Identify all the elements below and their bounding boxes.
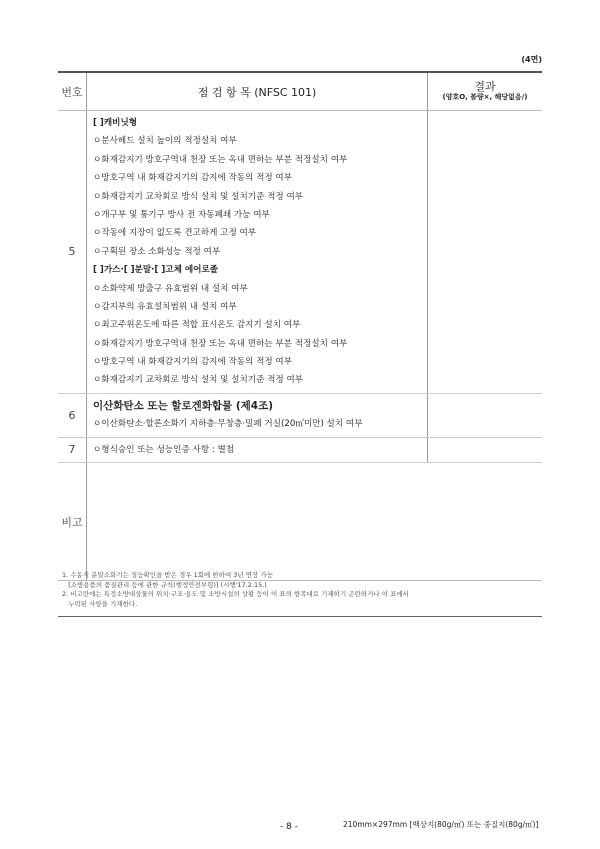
header-result <box>428 72 543 111</box>
check-item: ㅇ형식승인 또는 성능인증 사항 : 별첨 <box>93 444 235 455</box>
check-item: [ ]캐비닛형 <box>93 118 138 128</box>
check-item: [ ]가스·[ ]분말·[ ]고체 에어로졸 <box>93 265 219 276</box>
remarks-label: 비고 <box>58 463 87 581</box>
check-item: ㅇ개구부 및 통기구 방사 전 자동폐쇄 가능 여부 <box>93 209 270 220</box>
row-number: 7 <box>58 437 87 462</box>
check-item: 이산화탄소 또는 할로겐화합물 (제4조) <box>93 399 274 412</box>
result-cell[interactable] <box>428 393 543 437</box>
remarks-field[interactable] <box>87 463 543 581</box>
check-item: ㅇ화재감지기 교차회로 방식 설치 및 설치기준 적정 여부 <box>93 375 304 386</box>
table-header <box>58 72 542 111</box>
table-row <box>58 111 542 394</box>
table-row <box>58 393 542 437</box>
notes <box>62 571 540 609</box>
inspection-table <box>58 71 542 581</box>
divider <box>58 616 542 617</box>
row-items <box>87 111 428 394</box>
note-line: 누락된 사항을 기재한다. <box>62 599 138 608</box>
check-item: ㅇ감지부의 유효설치범위 내 설치 여부 <box>93 301 237 312</box>
check-item: ㅇ방호구역 내 화재감지기의 감지에 작동의 적정 여부 <box>93 357 293 368</box>
check-item: ㅇ화재감지기 교차회로 방식 설치 및 설치기준 적정 여부 <box>93 191 304 202</box>
note-line: 2. 비고란에는 특정소방대상물의 위치·구조·용도 및 소방시설의 상황 등이 이 표의 항목대로 기재하기 곤란하거나 이 표에서 <box>62 590 409 598</box>
row-number: 5 <box>58 111 87 394</box>
row-items <box>87 437 428 462</box>
check-item: ㅇ화재감지기 방호구역내 천장 또는 옥내 면하는 부분 적정설치 여부 <box>93 154 348 165</box>
table-row <box>58 437 542 462</box>
header-result-label: 결과 <box>474 79 496 93</box>
page-section-label: (4면) <box>521 55 542 64</box>
page-number: - 8 - <box>280 822 298 832</box>
header-item: 점 검 항 목 (NFSC 101) <box>87 72 428 111</box>
note-line: [소방용품의 품질관리 등에 관한 규칙(행정안전부령)] (시행'17.2.15.) <box>62 580 267 589</box>
check-item: ㅇ방호구역 내 화재감지기의 감지에 작동의 적정 여부 <box>93 173 293 184</box>
result-cell[interactable] <box>428 111 543 394</box>
row-number: 6 <box>58 393 87 437</box>
check-item: ㅇ최고주위온도에 따른 적합 표시온도 감지기 설치 여부 <box>93 320 301 331</box>
check-item: ㅇ이산화탄소·할론소화기 지하층·무창층·밀폐 거실(20㎡미만) 설치 여부 <box>93 419 363 430</box>
result-cell[interactable] <box>428 437 543 462</box>
note-line: 1. 수동식 분말소화기는 성능확인을 받은 경우 1회에 한하여 3년 연장 가능 <box>62 571 273 579</box>
check-item: ㅇ소화약제 방출구 유효범위 내 설치 여부 <box>93 283 248 294</box>
header-no: 번호 <box>58 72 87 111</box>
check-item: ㅇ작동에 지장이 없도록 견고하게 고정 여부 <box>93 228 257 239</box>
check-item: ㅇ화재감지기 방호구역내 천장 또는 옥내 면하는 부분 적정설치 여부 <box>93 338 348 349</box>
remarks-row <box>58 463 542 581</box>
result-legend: (양호O, 불량×, 해당없음/) <box>442 92 528 101</box>
row-items <box>87 393 428 437</box>
paper-spec: 210mm×297mm [백상지(80g/㎡) 또는 중질지(80g/㎡)] <box>343 820 539 829</box>
check-item: ㅇ분사헤드 설치 높이의 적정설치 여부 <box>93 136 237 147</box>
check-item: ㅇ구획된 장소 소화성능 적정 여부 <box>93 246 221 257</box>
